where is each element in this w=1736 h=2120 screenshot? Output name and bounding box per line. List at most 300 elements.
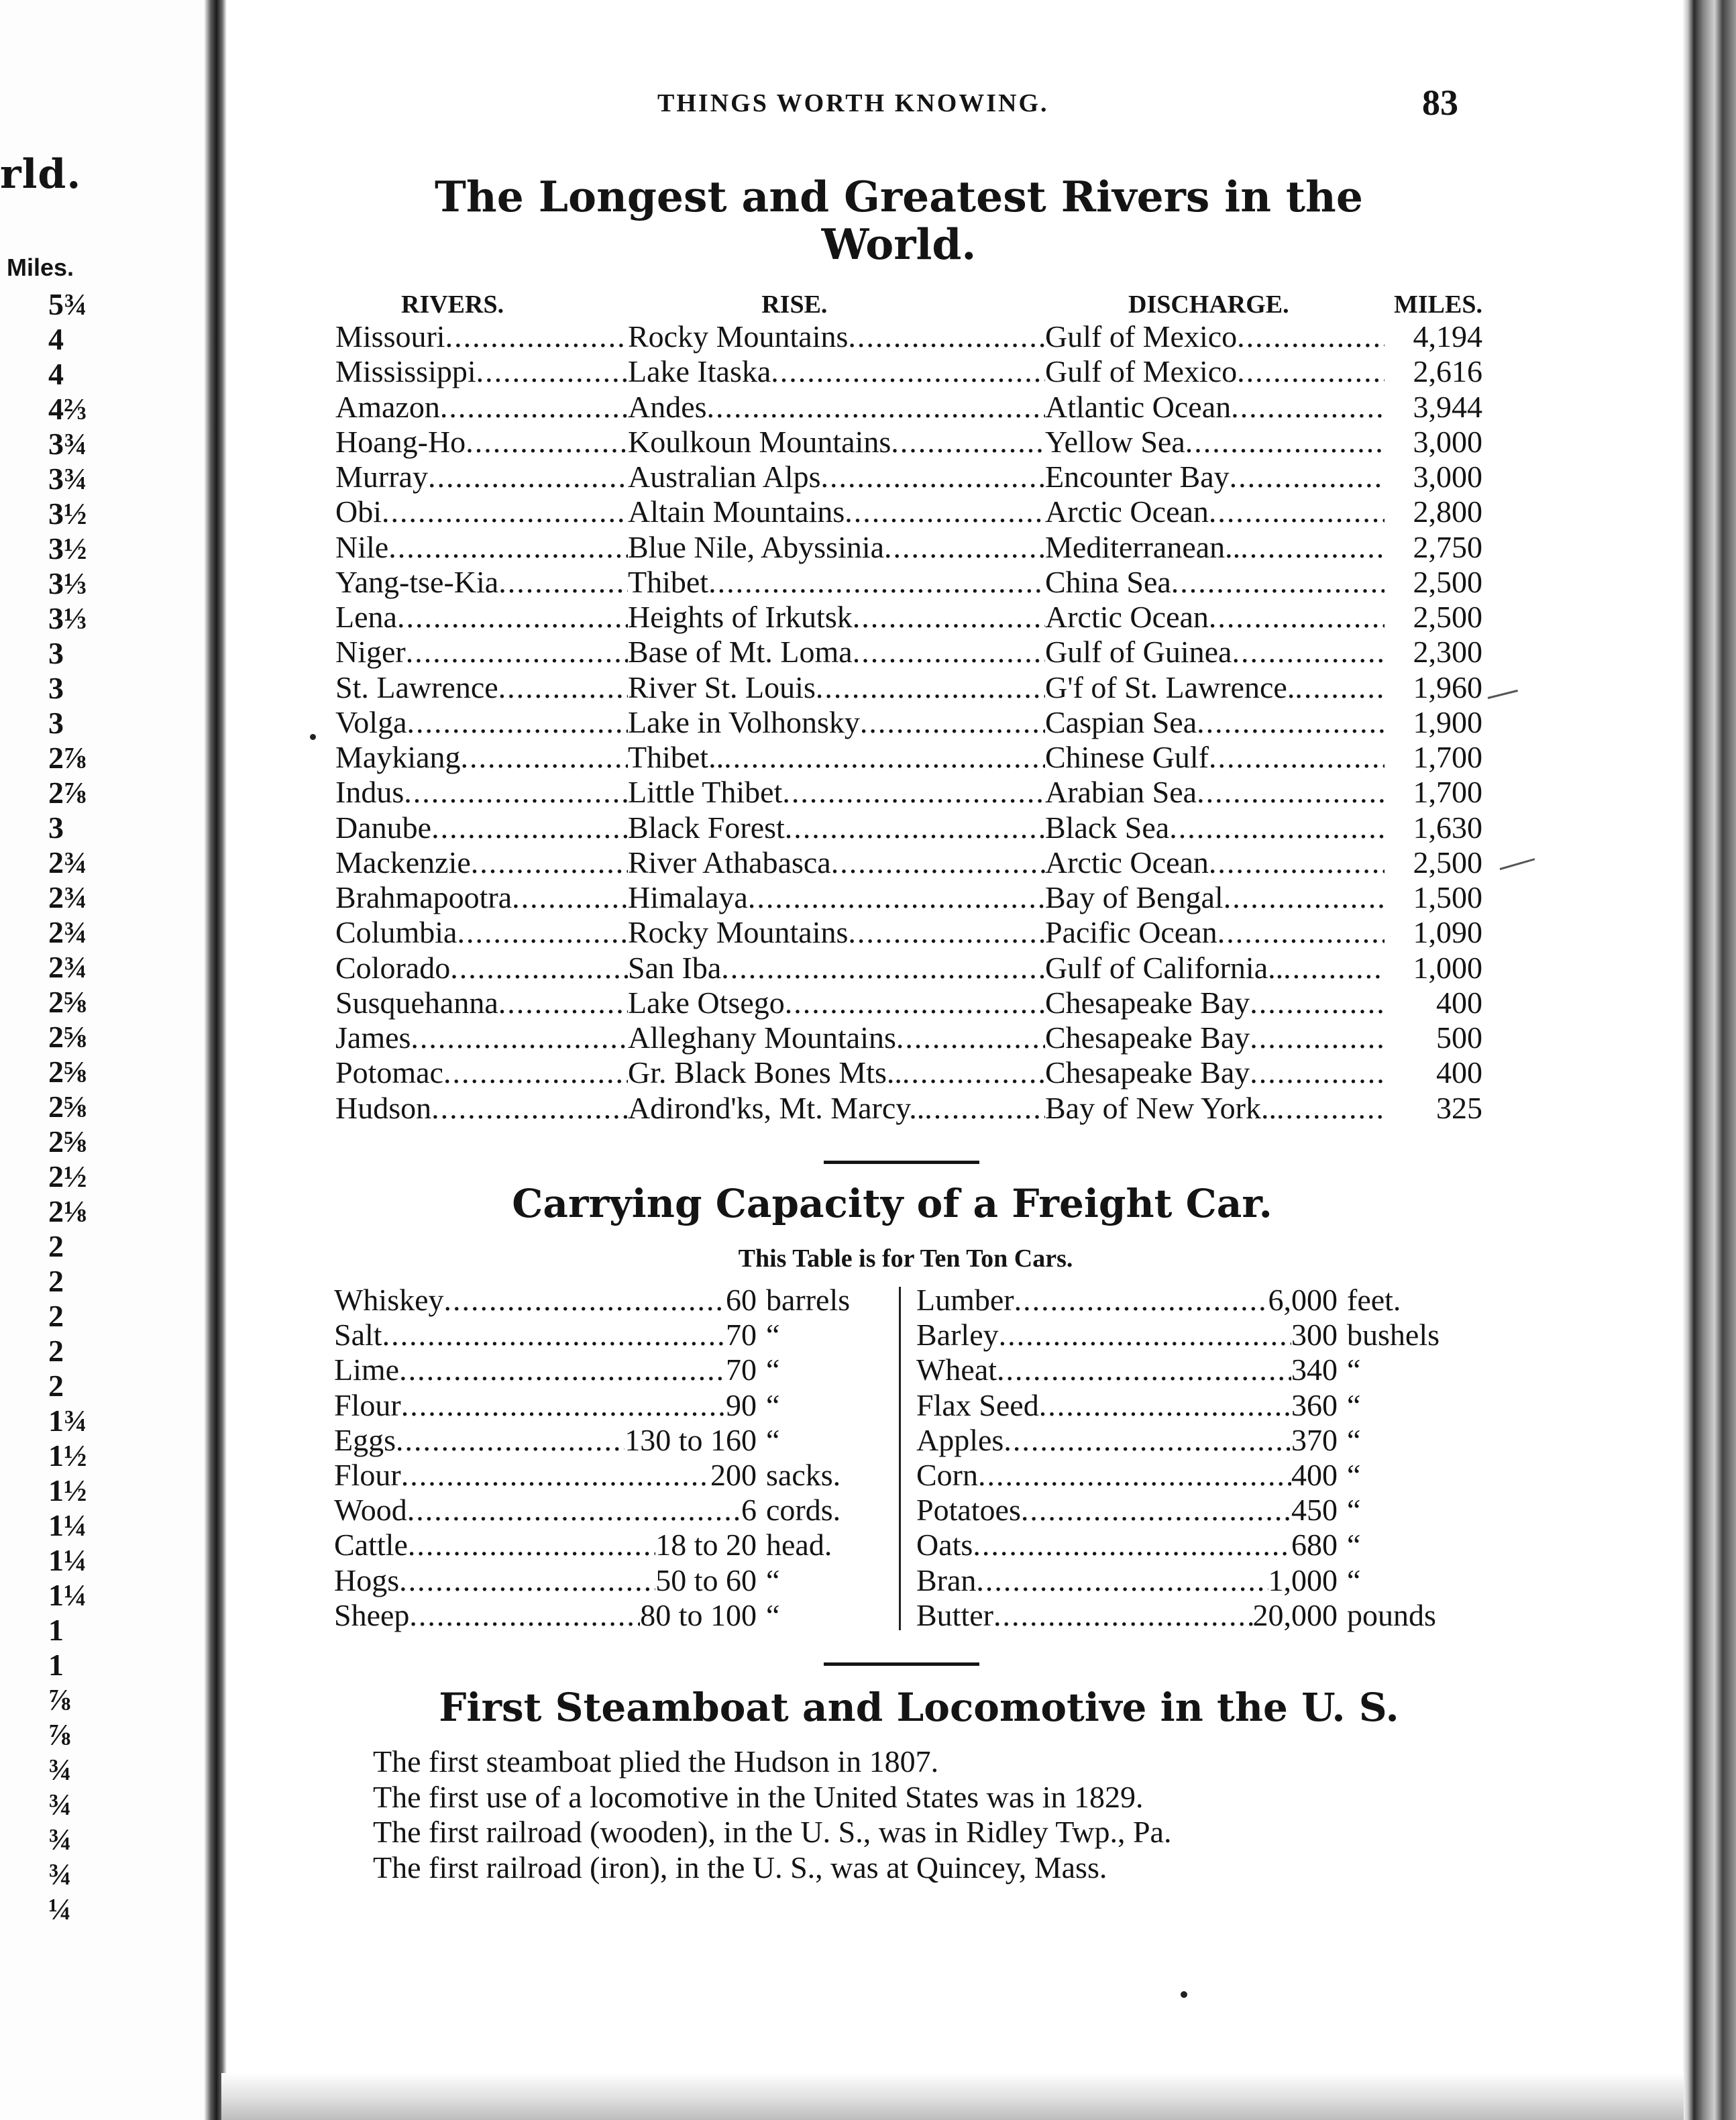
river-discharge	[1045, 1091, 1385, 1126]
river-name-text: Nile	[335, 529, 389, 564]
river-miles: 1,500	[1413, 880, 1482, 914]
left-page-miles-value: 2⅞	[48, 741, 87, 775]
freight-item	[916, 1388, 1338, 1423]
left-page-miles-value: ¾	[48, 1857, 72, 1891]
freight-amount: 400	[1291, 1457, 1338, 1492]
river-name-text: Colorado	[335, 950, 451, 985]
left-page-miles-value: 2½	[48, 1159, 87, 1194]
river-miles: 400	[1436, 985, 1482, 1020]
freight-row	[916, 1493, 1480, 1528]
freight-amount: 130 to 160	[625, 1422, 757, 1457]
river-discharge-text: Mediterranean..	[1045, 529, 1241, 564]
river-name	[335, 775, 628, 810]
freight-item-label: Oats	[916, 1528, 973, 1562]
left-page-miles-value: 2⅝	[48, 1124, 87, 1159]
river-miles: 400	[1436, 1055, 1482, 1090]
river-discharge	[1045, 460, 1385, 494]
river-discharge	[1045, 1055, 1385, 1090]
section-divider	[824, 1662, 979, 1666]
freight-amount: 300	[1291, 1318, 1338, 1353]
freight-unit: “	[1347, 1562, 1361, 1597]
river-name-text: Niger	[335, 635, 406, 670]
table-row	[335, 1020, 1482, 1055]
freight-item	[334, 1283, 757, 1318]
dot-leader	[409, 1598, 640, 1633]
left-page-miles-value: ¾	[48, 1822, 72, 1856]
left-page-miles-value: ¾	[48, 1752, 72, 1787]
river-discharge	[1045, 635, 1385, 670]
river-rise	[628, 390, 1045, 425]
freight-unit: “	[1347, 1528, 1361, 1562]
column-header-miles: MILES.	[1394, 290, 1482, 319]
river-discharge-text: Black Sea	[1045, 810, 1170, 845]
freight-table-right	[916, 1283, 1480, 1633]
river-rise-text: Andes	[628, 389, 707, 424]
river-rise	[628, 845, 1045, 880]
left-page-miles-header: Miles.	[7, 254, 74, 281]
left-page-miles-value: 2⅞	[48, 776, 87, 810]
river-discharge	[1045, 915, 1385, 950]
river-discharge-text: China Sea	[1045, 564, 1171, 599]
river-name-text: Missouri	[335, 319, 445, 354]
freight-item-label: Hogs	[334, 1562, 400, 1597]
freight-unit: bushels	[1347, 1318, 1440, 1353]
left-page-miles-value: 3½	[48, 531, 87, 566]
left-page-miles-value: ¾	[48, 1787, 72, 1821]
dot-leader	[396, 1423, 625, 1458]
river-rise-text: Altain Mountains	[628, 494, 845, 529]
river-name	[335, 880, 628, 915]
freight-row	[334, 1598, 891, 1633]
freight-item	[334, 1353, 757, 1387]
left-page-miles-value: 1½	[48, 1473, 87, 1507]
freight-unit: pounds	[1347, 1597, 1436, 1632]
freight-row	[334, 1388, 891, 1423]
river-rise	[628, 810, 1045, 845]
river-rise-text: San Iba	[628, 950, 722, 985]
freight-unit: sacks.	[766, 1457, 841, 1492]
river-miles: 2,800	[1413, 494, 1482, 529]
river-name	[335, 1020, 628, 1055]
freight-item-label: Lime	[334, 1353, 400, 1387]
freight-item-label: Potatoes	[916, 1493, 1021, 1528]
freight-amount: 6,000	[1268, 1283, 1338, 1317]
book-gutter	[204, 0, 227, 2120]
freight-row	[334, 1493, 891, 1528]
river-name	[335, 425, 628, 460]
river-rise-text: Lake Otsego	[628, 985, 785, 1020]
river-name-text: Potomac	[335, 1055, 443, 1090]
freight-unit: “	[766, 1353, 780, 1387]
river-discharge	[1045, 319, 1385, 354]
table-row	[335, 951, 1482, 986]
freight-item	[916, 1318, 1338, 1353]
river-miles: 4,194	[1413, 319, 1482, 354]
river-name-text: Obi	[335, 494, 382, 529]
river-discharge	[1045, 986, 1385, 1020]
river-name-text: Yang-tse-Kia	[335, 564, 499, 599]
rivers-section-title: The Longest and Greatest Rivers in the World.	[435, 172, 1363, 269]
river-discharge	[1045, 740, 1385, 775]
river-discharge	[1045, 1020, 1385, 1055]
rivers-table	[335, 282, 1482, 1126]
left-page-miles-value: ⅞	[48, 1717, 72, 1752]
river-miles: 2,500	[1413, 600, 1482, 634]
river-discharge	[1045, 670, 1385, 705]
river-discharge	[1045, 775, 1385, 810]
river-name-text: Lena	[335, 600, 397, 634]
river-discharge	[1045, 494, 1385, 529]
river-name	[335, 530, 628, 565]
left-page-miles-value: 2⅝	[48, 985, 87, 1019]
left-page-miles-list	[48, 287, 87, 1927]
freight-unit: “	[766, 1597, 780, 1632]
river-name	[335, 986, 628, 1020]
river-discharge-text: Yellow Sea	[1045, 424, 1185, 459]
left-page-miles-value: 1¼	[48, 1578, 87, 1612]
river-discharge-text: Gulf of Guinea	[1045, 635, 1232, 670]
freight-item	[916, 1353, 1338, 1387]
left-page-miles-value: 1¾	[48, 1403, 87, 1438]
river-name	[335, 319, 628, 354]
left-page-fragment	[0, 0, 213, 2120]
left-page-miles-value: 3½	[48, 496, 87, 531]
freight-item	[916, 1423, 1338, 1458]
river-discharge	[1045, 845, 1385, 880]
pencil-mark	[1488, 690, 1518, 699]
freight-amount: 680	[1291, 1528, 1338, 1562]
left-page-miles-value: 3	[48, 810, 64, 845]
left-page-miles-value: 2	[48, 1299, 64, 1333]
table-row	[335, 880, 1482, 915]
freight-item-label: Wood	[334, 1493, 407, 1528]
river-miles: 2,500	[1413, 564, 1482, 599]
river-name	[335, 705, 628, 740]
freight-row	[916, 1528, 1480, 1562]
river-rise-text: Australian Alps	[628, 460, 821, 494]
rivers-table-header	[335, 282, 1482, 319]
river-discharge-text: Gulf of Mexico	[1045, 354, 1238, 389]
freight-unit: “	[1347, 1353, 1361, 1387]
column-header-discharge: DISCHARGE.	[1128, 290, 1289, 319]
freight-row	[916, 1598, 1480, 1633]
river-discharge	[1045, 600, 1385, 635]
dot-leader	[399, 1563, 655, 1598]
freight-row	[334, 1528, 891, 1562]
river-discharge-text: Chinese Gulf	[1045, 740, 1209, 774]
river-name-text: St. Lawrence	[335, 670, 498, 704]
steamboat-fact-line: The first steamboat plied the Hudson in 1807.	[373, 1744, 939, 1779]
river-rise	[628, 1055, 1045, 1090]
table-row	[335, 635, 1482, 670]
table-row	[335, 740, 1482, 775]
freight-section-title: Carrying Capacity of a Freight Car.	[512, 1181, 1272, 1226]
freight-item	[916, 1598, 1338, 1633]
river-rise	[628, 494, 1045, 529]
table-row	[335, 460, 1482, 494]
river-rise-text: River Athabasca	[628, 845, 831, 880]
running-head: THINGS WORTH KNOWING.	[657, 89, 1049, 117]
river-name-text: Columbia	[335, 915, 457, 950]
freight-unit: “	[1347, 1387, 1361, 1422]
freight-row	[334, 1423, 891, 1458]
ink-speck	[1181, 1991, 1187, 1998]
river-discharge	[1045, 565, 1385, 600]
river-name	[335, 390, 628, 425]
left-page-miles-value: 2⅝	[48, 1090, 87, 1124]
river-rise-text: Gr. Black Bones Mts..	[628, 1055, 902, 1090]
freight-item-label: Butter	[916, 1597, 993, 1632]
left-page-miles-value: 3	[48, 706, 64, 740]
left-page-miles-value: 2	[48, 1264, 64, 1298]
left-page-miles-value: 3¾	[48, 462, 87, 496]
river-miles: 1,000	[1413, 950, 1482, 985]
river-discharge-text: Pacific Ocean	[1045, 915, 1217, 950]
freight-subtitle: This Table is for Ten Ton Cars.	[738, 1244, 1073, 1273]
river-discharge-text: Chesapeake Bay	[1045, 985, 1250, 1020]
river-miles: 2,750	[1413, 529, 1482, 564]
freight-item	[916, 1563, 1338, 1598]
river-rise-text: Lake in Volhonsky	[628, 704, 860, 739]
freight-item	[916, 1528, 1338, 1562]
river-discharge-text: Arctic Ocean	[1045, 600, 1209, 634]
dot-leader	[999, 1318, 1291, 1353]
freight-item	[334, 1423, 757, 1458]
river-rise-text: Adirond'ks, Mt. Marcy..	[628, 1090, 925, 1125]
river-name-text: Maykiang	[335, 740, 461, 774]
river-rise	[628, 319, 1045, 354]
freight-item-label: Flour	[334, 1457, 401, 1492]
freight-item-label: Eggs	[334, 1422, 396, 1457]
river-discharge-text: Bay of Bengal	[1045, 880, 1224, 914]
table-row	[335, 390, 1482, 425]
pencil-mark	[1500, 858, 1535, 870]
river-discharge-text: Atlantic Ocean	[1045, 389, 1232, 424]
column-header-rise: RISE.	[761, 290, 828, 319]
freight-row	[334, 1283, 891, 1318]
river-rise	[628, 600, 1045, 635]
river-name	[335, 740, 628, 775]
river-rise-text: Rocky Mountains	[628, 915, 849, 950]
steamboat-facts	[373, 1744, 1460, 1885]
left-page-miles-value: 1¼	[48, 1508, 87, 1542]
river-discharge-text: Gulf of California..	[1045, 950, 1284, 985]
river-miles: 1,090	[1413, 915, 1482, 950]
left-page-miles-value: 1¼	[48, 1543, 87, 1577]
freight-item	[334, 1458, 757, 1493]
river-discharge-text: Encounter Bay	[1045, 460, 1230, 494]
river-rise-text: Lake Itaska	[628, 354, 771, 389]
freight-unit: barrels	[766, 1283, 851, 1317]
river-name-text: Volga	[335, 704, 407, 739]
river-miles: 1,630	[1413, 810, 1482, 845]
freight-item	[334, 1563, 757, 1598]
river-rise-text: Black Forest	[628, 810, 785, 845]
freight-amount: 360	[1291, 1387, 1338, 1422]
table-row	[335, 986, 1482, 1020]
freight-amount: 200	[710, 1457, 757, 1492]
dot-leader	[1003, 1423, 1291, 1458]
left-page-miles-value: 3⅓	[48, 566, 87, 600]
dot-leader	[978, 1458, 1291, 1493]
dot-leader	[408, 1528, 655, 1562]
steamboat-fact-line: The first use of a locomotive in the United States was in 1829.	[373, 1779, 1144, 1814]
river-name	[335, 354, 628, 389]
freight-row	[916, 1353, 1480, 1387]
left-page-miles-value: 2¾	[48, 915, 87, 949]
river-rise	[628, 425, 1045, 460]
river-rise-text: Thibet	[628, 564, 709, 599]
river-name	[335, 670, 628, 705]
river-discharge	[1045, 880, 1385, 915]
river-discharge	[1045, 705, 1385, 740]
dot-leader	[399, 1353, 726, 1387]
river-discharge	[1045, 530, 1385, 565]
river-miles: 1,900	[1413, 704, 1482, 739]
table-row	[335, 705, 1482, 740]
table-row	[335, 319, 1482, 354]
table-row	[335, 530, 1482, 565]
page-bottom-edge	[221, 2073, 1684, 2120]
river-rise	[628, 670, 1045, 705]
freight-amount: 1,000	[1268, 1562, 1338, 1597]
freight-row	[916, 1458, 1480, 1493]
freight-item	[334, 1318, 757, 1353]
dot-leader	[401, 1388, 726, 1423]
river-rise-text: Alleghany Mountains	[628, 1020, 896, 1055]
freight-amount: 370	[1291, 1422, 1338, 1457]
river-discharge	[1045, 951, 1385, 986]
river-discharge-text: G'f of St. Lawrence.	[1045, 670, 1295, 704]
table-row	[335, 425, 1482, 460]
freight-item-label: Bran	[916, 1562, 977, 1597]
freight-unit: “	[766, 1387, 780, 1422]
freight-amount: 20,000	[1252, 1597, 1338, 1632]
freight-amount: 80 to 100	[640, 1597, 757, 1632]
river-name	[335, 915, 628, 950]
river-name	[335, 1091, 628, 1126]
freight-unit: “	[766, 1422, 780, 1457]
left-page-miles-value: ⅞	[48, 1683, 72, 1717]
freight-item-label: Lumber	[916, 1283, 1014, 1317]
river-discharge-text: Caspian Sea	[1045, 704, 1197, 739]
river-discharge-text: Arctic Ocean	[1045, 494, 1209, 529]
river-miles: 500	[1436, 1020, 1482, 1055]
river-rise-text: Himalaya	[628, 880, 748, 914]
river-rise-text: Koulkoun Mountains	[628, 424, 891, 459]
table-row	[335, 565, 1482, 600]
left-page-miles-value: 4⅔	[48, 392, 87, 426]
steamboat-fact-line: The first railroad (iron), in the U. S., was at Quincey, Mass.	[373, 1850, 1107, 1885]
left-page-miles-value: 2¾	[48, 845, 87, 880]
river-rise	[628, 880, 1045, 915]
freight-amount: 450	[1291, 1493, 1338, 1528]
dot-leader	[401, 1458, 710, 1493]
freight-row	[916, 1283, 1480, 1318]
left-page-miles-value: 2¾	[48, 880, 87, 914]
left-page-miles-value: 2	[48, 1229, 64, 1263]
freight-item-label: Cattle	[334, 1528, 408, 1562]
table-row	[335, 1091, 1482, 1126]
river-discharge	[1045, 425, 1385, 460]
river-rise-text: Thibet..	[628, 740, 724, 774]
table-row	[335, 810, 1482, 845]
dot-leader	[1014, 1283, 1268, 1318]
freight-amount: 70	[726, 1353, 757, 1387]
table-row	[335, 494, 1482, 529]
river-miles: 1,700	[1413, 775, 1482, 810]
freight-item-label: Flour	[334, 1387, 401, 1422]
river-rise-text: Base of Mt. Loma	[628, 635, 853, 670]
freight-amount: 18 to 20	[655, 1528, 757, 1562]
left-page-miles-value: 3⅓	[48, 601, 87, 635]
river-rise	[628, 951, 1045, 986]
river-miles: 2,500	[1413, 845, 1482, 880]
river-rise	[628, 775, 1045, 810]
left-page-miles-value: 2⅛	[48, 1194, 87, 1228]
river-rise-text: Little Thibet	[628, 775, 783, 810]
river-rise-text: Blue Nile, Abyssinia	[628, 529, 885, 564]
freight-item-label: Corn	[916, 1457, 978, 1492]
freight-amount: 90	[726, 1387, 757, 1422]
freight-row	[334, 1563, 891, 1598]
river-name	[335, 600, 628, 635]
left-page-miles-value: 2⅝	[48, 1055, 87, 1089]
freight-row	[334, 1318, 891, 1353]
freight-unit: “	[1347, 1457, 1361, 1492]
river-name-text: James	[335, 1020, 411, 1055]
dot-leader	[1021, 1493, 1291, 1528]
steamboat-fact-line: The first railroad (wooden), in the U. S., was in Ridley Twp., Pa.	[373, 1815, 1172, 1849]
river-miles: 3,944	[1413, 389, 1482, 424]
freight-column-divider	[899, 1287, 901, 1630]
river-rise-text: Rocky Mountains	[628, 319, 849, 354]
left-page-miles-value: 5¾	[48, 287, 87, 321]
river-rise-text: River St. Louis	[628, 670, 816, 704]
river-name-text: Susquehanna	[335, 985, 498, 1020]
river-miles: 1,960	[1413, 670, 1482, 704]
left-page-miles-value: 2¾	[48, 950, 87, 984]
river-miles: 1,700	[1413, 740, 1482, 774]
left-page-miles-value: 1	[48, 1613, 64, 1647]
left-page-miles-value: 1	[48, 1648, 64, 1682]
freight-row	[916, 1388, 1480, 1423]
left-page-miles-value: ¼	[48, 1892, 72, 1926]
river-name	[335, 494, 628, 529]
steamboat-section-title: First Steamboat and Locomotive in the U. S.	[439, 1685, 1399, 1730]
river-name	[335, 635, 628, 670]
dot-leader	[407, 1493, 741, 1528]
river-rise	[628, 705, 1045, 740]
table-row	[335, 1055, 1482, 1090]
river-name-text: Brahmapootra	[335, 880, 512, 914]
freight-amount: 340	[1291, 1353, 1338, 1387]
river-discharge	[1045, 354, 1385, 389]
river-rise	[628, 565, 1045, 600]
freight-item	[334, 1493, 757, 1528]
freight-row	[916, 1318, 1480, 1353]
page-number: 83	[1422, 83, 1458, 123]
dot-leader	[976, 1563, 1268, 1598]
freight-row	[916, 1563, 1480, 1598]
left-page-miles-value: 3	[48, 671, 64, 705]
freight-amount: 60	[726, 1283, 757, 1317]
freight-amount: 70	[726, 1318, 757, 1353]
ink-speck	[310, 734, 316, 740]
freight-item-label: Whiskey	[334, 1283, 444, 1317]
left-page-miles-value: 4	[48, 322, 64, 356]
river-name	[335, 460, 628, 494]
